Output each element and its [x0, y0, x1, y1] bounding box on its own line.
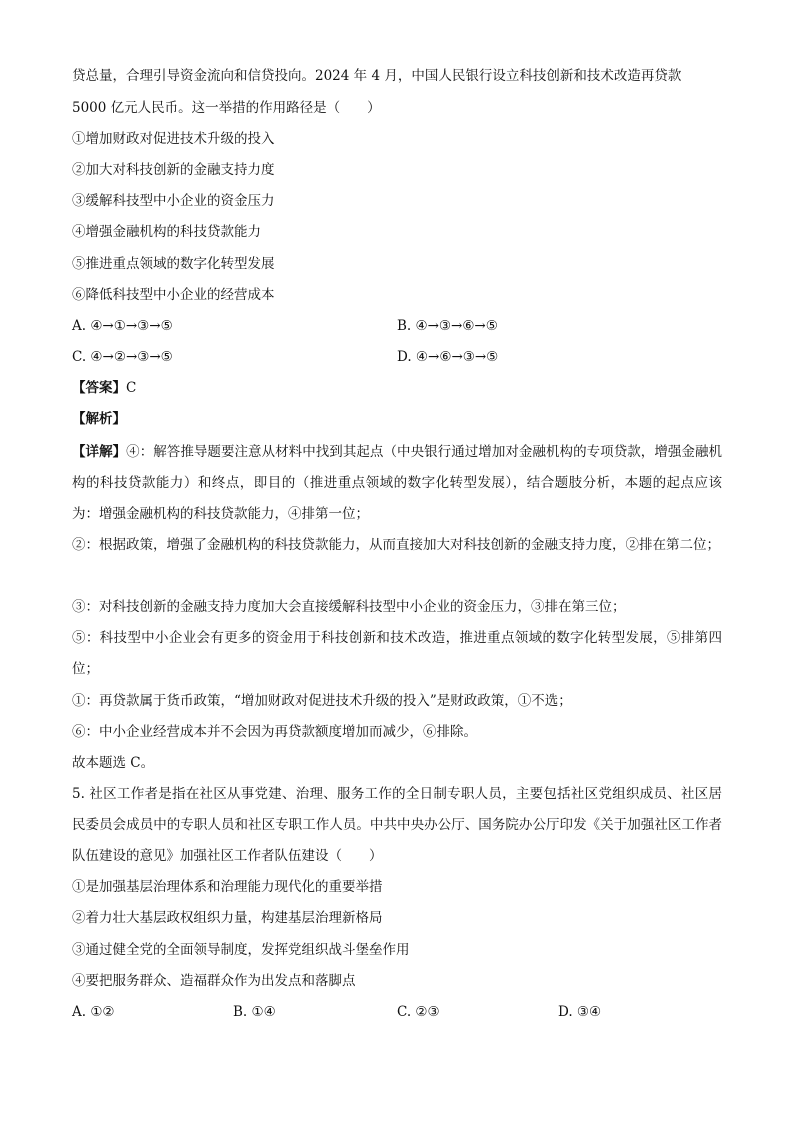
- q4-detail-2: ②：根据政策，增强了金融机构的科技贷款能力，从而直接加大对科技创新的金融支持力度，②排在第二位；: [72, 537, 720, 553]
- analysis-tag: 【解析】: [72, 411, 126, 427]
- detail-text-1: ④：解答推导题要注意从材料中找到其起点（中央银行通过增加对金融机构的专项贷款，增强金融机构的科技贷款能力）和终点，即目的（推进重点领域的数字化转型发展），结合题肢分析，本题的起点应该为：增强金融机构的科技贷款能力，④排第一位；: [72, 444, 723, 522]
- q5-item-1: ①是加强基层治理体系和治理能力现代化的重要举措: [72, 879, 383, 895]
- q4-detail-4: ⑤：科技型中小企业会有更多的资金用于科技创新和技术改造，推进重点领域的数字化转型发展，⑤排第四位；: [72, 630, 722, 677]
- q4-answer: [72, 379, 136, 397]
- q5-option-c: C. ②③: [397, 1004, 440, 1020]
- q4-detail-1: [72, 437, 722, 530]
- q5-stem: 5. 社区工作者是指在社区从事党建、治理、服务工作的全日制专职人员，主要包括社区党组织成员、社区居民委员会成员中的专职人员和社区专职工作人员。中共中央办公厅、国务院办公厅印发《关于加强社区工作者队伍建设的意见》加强社区工作者队伍建设（ ）: [72, 786, 722, 864]
- q4-item-5: ⑤推进重点领域的数字化转型发展: [72, 256, 275, 272]
- q4-conclusion: 故本题选 C。: [72, 755, 155, 771]
- q4-stem-line-1: 贷总量，合理引导资金流向和信贷投向。2024 年 4 月，中国人民银行设立科技创新和技术改造再贷款: [72, 68, 682, 84]
- q4-option-c: C. ④→②→③→⑤: [72, 349, 173, 365]
- q4-detail-5: ①：再贷款属于货币政策，“增加财政对促进技术升级的投入”是财政政策，①不选；: [72, 693, 572, 709]
- q5-item-3: ③通过健全党的全面领导制度，发挥党组织战斗堡垒作用: [72, 942, 410, 958]
- q4-item-3: ③缓解科技型中小企业的资金压力: [72, 193, 275, 209]
- q5-option-b: B. ①④: [233, 1004, 276, 1020]
- q4-option-b: B. ④→③→⑥→⑤: [397, 318, 498, 334]
- q5-option-d: D. ③④: [558, 1004, 602, 1020]
- q4-item-2: ②加大对科技创新的金融支持力度: [72, 162, 275, 178]
- q4-item-1: ①增加财政对促进技术升级的投入: [72, 131, 275, 147]
- detail-tag: 【详解】: [72, 444, 127, 460]
- q4-option-a: A. ④→①→③→⑤: [72, 318, 173, 334]
- q4-analysis-tag: [72, 410, 126, 428]
- q4-detail-6: ⑥：中小企业经营成本并不会因为再贷款额度增加而减少，⑥排除。: [72, 724, 477, 740]
- q5-option-a: A. ①②: [72, 1004, 115, 1020]
- q4-option-d: D. ④→⑥→③→⑤: [397, 349, 499, 365]
- q5-item-4: ④要把服务群众、造福群众作为出发点和落脚点: [72, 973, 356, 989]
- q5-item-2: ②着力壮大基层政权组织力量，构建基层治理新格局: [72, 910, 383, 926]
- answer-value: C: [126, 380, 137, 396]
- q4-item-4: ④增强金融机构的科技贷款能力: [72, 224, 261, 240]
- q4-stem-line-2: 5000 亿元人民币。这一举措的作用路径是（ ）: [72, 100, 381, 116]
- q4-detail-3: ③：对科技创新的金融支持力度加大会直接缓解科技型中小企业的资金压力，③排在第三位；: [72, 599, 626, 615]
- answer-tag: 【答案】: [72, 380, 126, 396]
- q4-item-6: ⑥降低科技型中小企业的经营成本: [72, 287, 275, 303]
